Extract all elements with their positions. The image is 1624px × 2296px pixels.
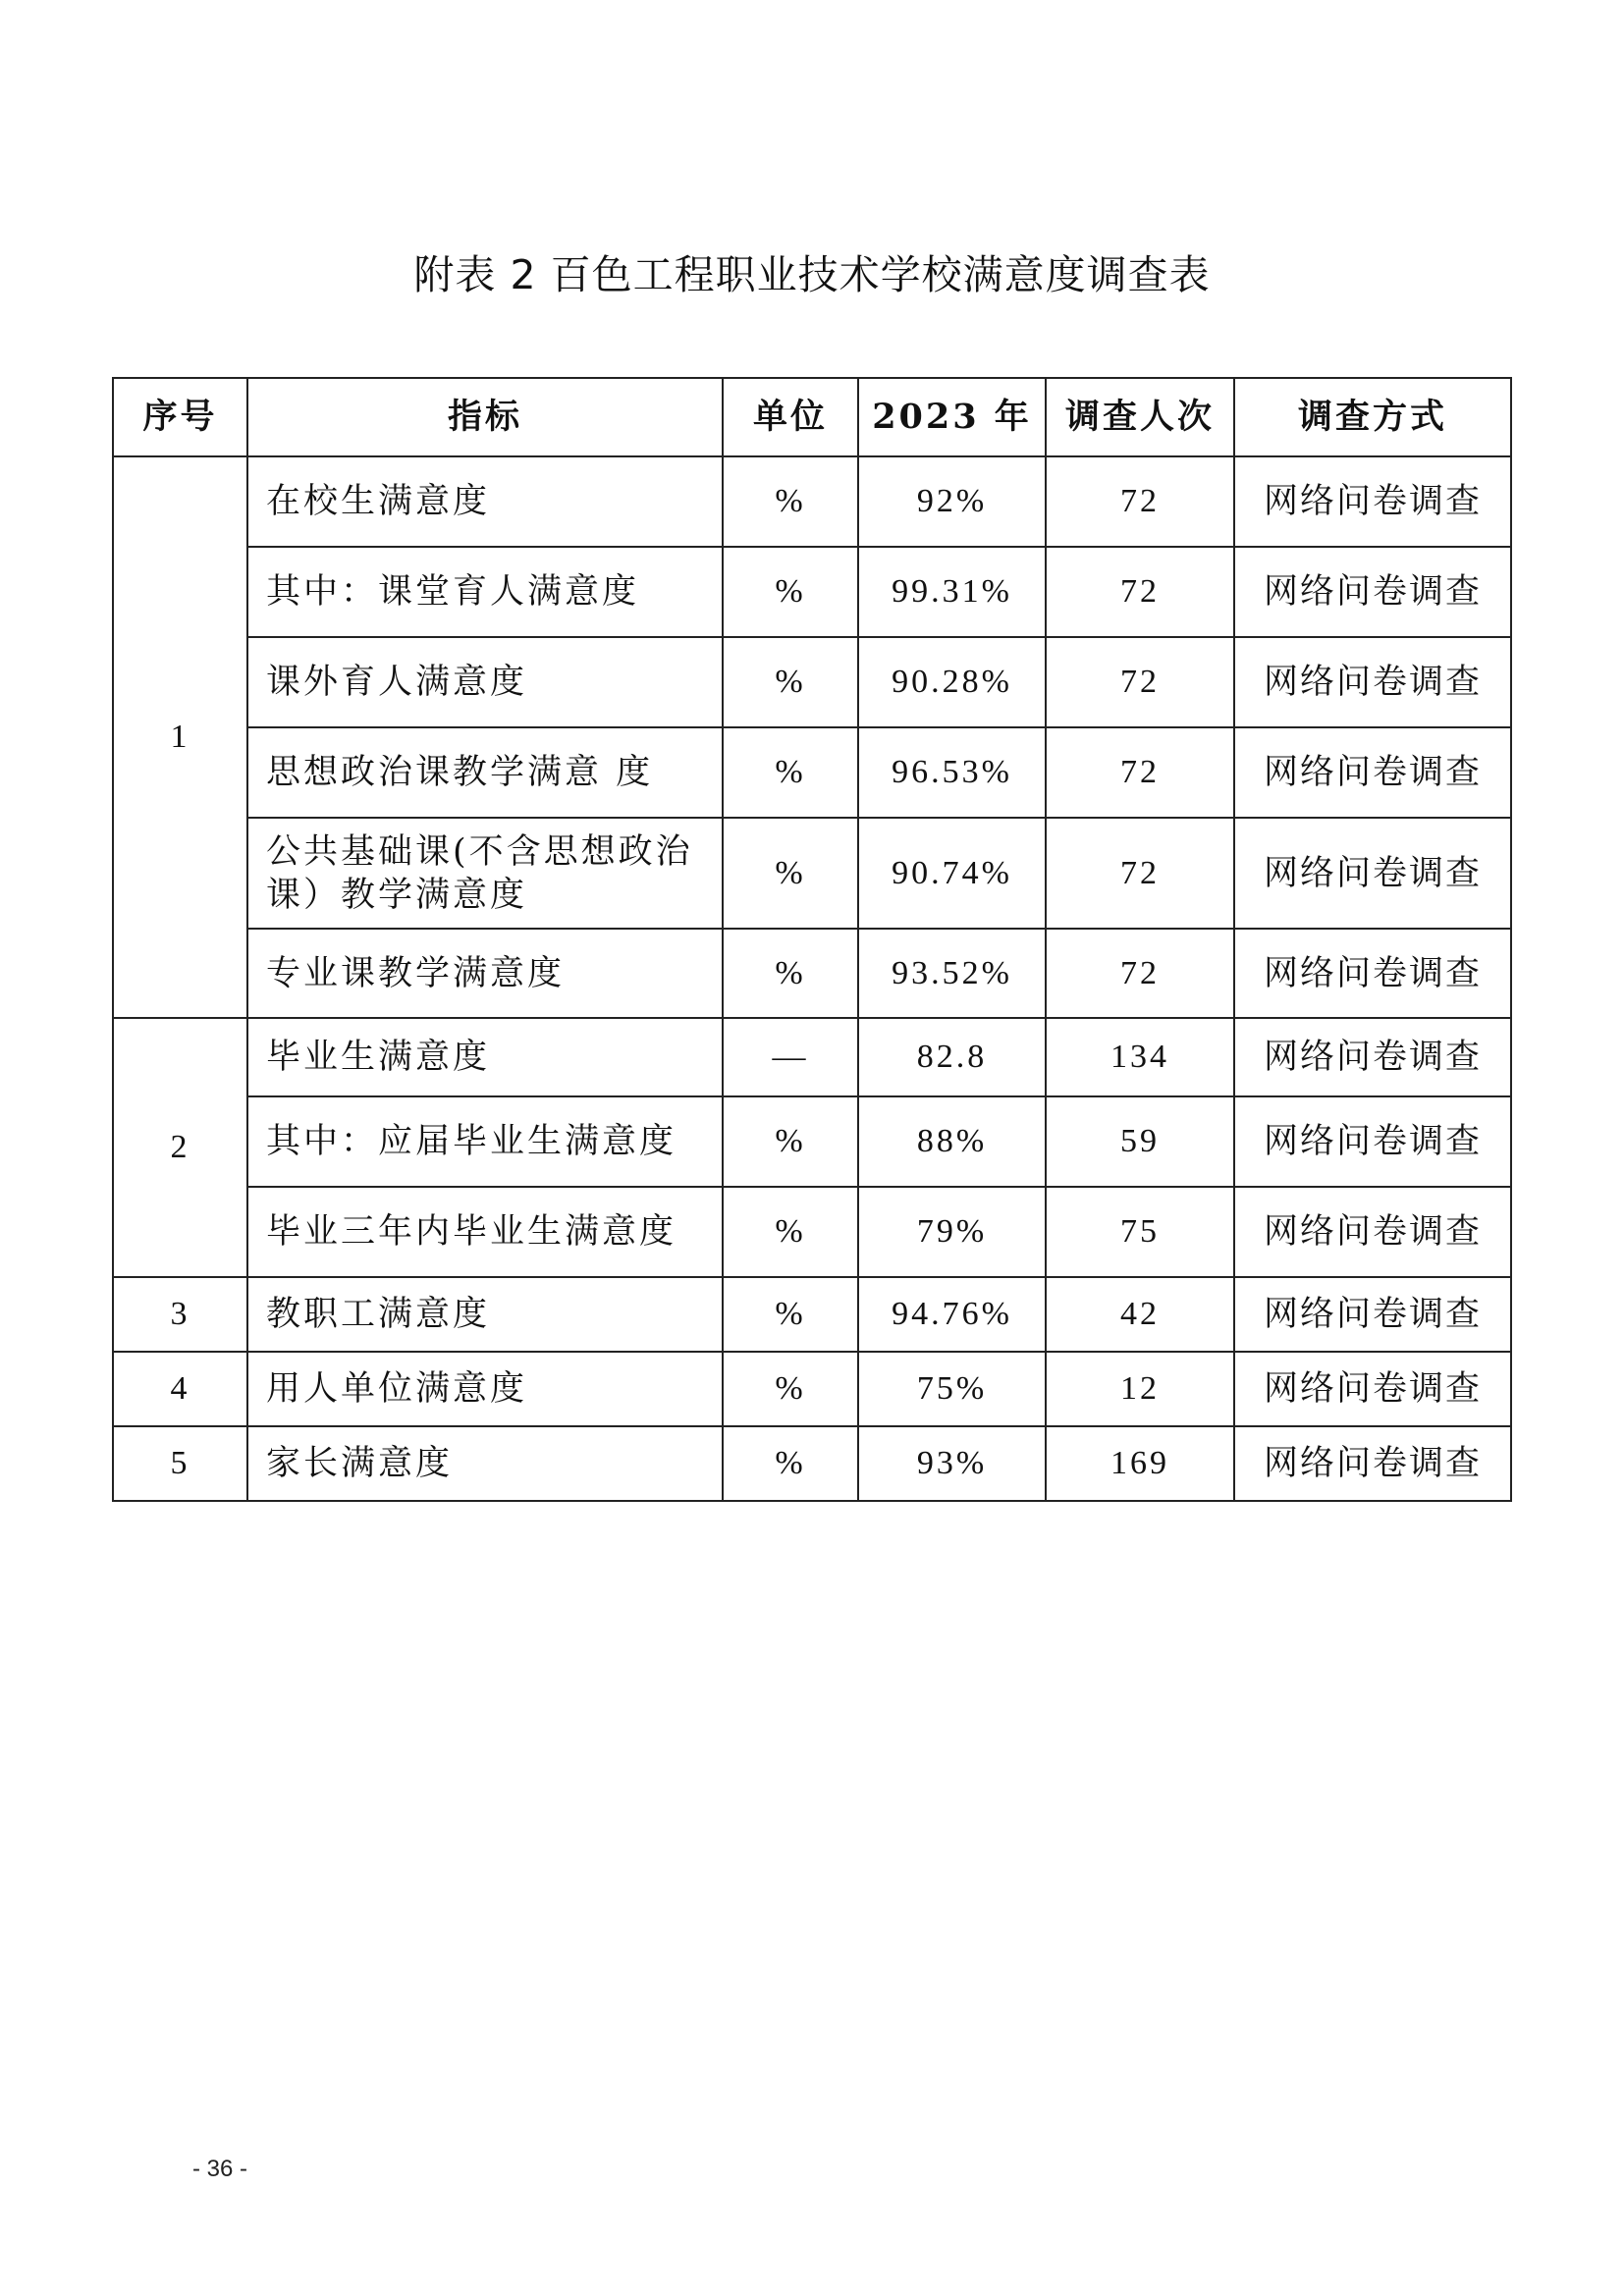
seq-cell: 5 bbox=[113, 1426, 247, 1501]
table-row bbox=[113, 929, 1511, 1018]
method-cell: 网络问卷调查 bbox=[1234, 1426, 1511, 1501]
unit-cell: % bbox=[723, 727, 858, 818]
count-cell: 134 bbox=[1046, 1018, 1234, 1096]
value-cell: 93.52% bbox=[858, 929, 1046, 1018]
indicator-cell: 其中：应届毕业生满意度 bbox=[247, 1096, 723, 1187]
value-cell: 79% bbox=[858, 1187, 1046, 1277]
table-row bbox=[113, 818, 1511, 929]
unit-cell: % bbox=[723, 818, 858, 929]
method-cell: 网络问卷调查 bbox=[1234, 727, 1511, 818]
method-cell: 网络问卷调查 bbox=[1234, 818, 1511, 929]
method-cell: 网络问卷调查 bbox=[1234, 1018, 1511, 1096]
unit-cell: % bbox=[723, 1096, 858, 1187]
table-row bbox=[113, 1187, 1511, 1277]
count-cell: 72 bbox=[1046, 456, 1234, 547]
indicator-cell: 用人单位满意度 bbox=[247, 1352, 723, 1426]
count-cell: 42 bbox=[1046, 1277, 1234, 1352]
count-cell: 72 bbox=[1046, 818, 1234, 929]
method-cell: 网络问卷调查 bbox=[1234, 456, 1511, 547]
value-cell: 93% bbox=[858, 1426, 1046, 1501]
unit-cell: % bbox=[723, 1277, 858, 1352]
indicator-cell: 专业课教学满意度 bbox=[247, 929, 723, 1018]
page-title: 附表 2 百色工程职业技术学校满意度调查表 bbox=[413, 251, 1211, 298]
method-cell: 网络问卷调查 bbox=[1234, 929, 1511, 1018]
table-row bbox=[113, 547, 1511, 637]
table-row bbox=[113, 1352, 1511, 1426]
value-cell: 90.74% bbox=[858, 818, 1046, 929]
indicator-cell: 课外育人满意度 bbox=[247, 637, 723, 727]
header-indicator: 指标 bbox=[247, 378, 723, 456]
value-cell: 75% bbox=[858, 1352, 1046, 1426]
indicator-cell: 思想政治课教学满意 度 bbox=[247, 727, 723, 818]
count-cell: 169 bbox=[1046, 1426, 1234, 1501]
count-cell: 72 bbox=[1046, 637, 1234, 727]
indicator-cell: 其中：课堂育人满意度 bbox=[247, 547, 723, 637]
count-cell: 75 bbox=[1046, 1187, 1234, 1277]
method-cell: 网络问卷调查 bbox=[1234, 1352, 1511, 1426]
method-cell: 网络问卷调查 bbox=[1234, 1277, 1511, 1352]
satisfaction-table bbox=[112, 377, 1512, 1502]
table-row bbox=[113, 1277, 1511, 1352]
value-cell: 90.28% bbox=[858, 637, 1046, 727]
unit-cell: % bbox=[723, 547, 858, 637]
unit-cell: % bbox=[723, 1352, 858, 1426]
count-cell: 12 bbox=[1046, 1352, 1234, 1426]
header-unit: 单位 bbox=[723, 378, 858, 456]
table-row bbox=[113, 727, 1511, 818]
method-cell: 网络问卷调查 bbox=[1234, 1187, 1511, 1277]
header-year: 2023 年 bbox=[858, 378, 1046, 456]
indicator-cell: 教职工满意度 bbox=[247, 1277, 723, 1352]
value-cell: 94.76% bbox=[858, 1277, 1046, 1352]
page-number: - 36 - bbox=[192, 2156, 248, 2182]
method-cell: 网络问卷调查 bbox=[1234, 1096, 1511, 1187]
seq-cell: 2 bbox=[113, 1018, 247, 1277]
indicator-cell: 在校生满意度 bbox=[247, 456, 723, 547]
count-cell: 72 bbox=[1046, 929, 1234, 1018]
header-row bbox=[113, 378, 1511, 456]
unit-cell: % bbox=[723, 456, 858, 547]
count-cell: 59 bbox=[1046, 1096, 1234, 1187]
indicator-cell: 毕业三年内毕业生满意度 bbox=[247, 1187, 723, 1277]
seq-cell: 4 bbox=[113, 1352, 247, 1426]
header-method: 调查方式 bbox=[1234, 378, 1511, 456]
method-cell: 网络问卷调查 bbox=[1234, 547, 1511, 637]
value-cell: 92% bbox=[858, 456, 1046, 547]
unit-cell: % bbox=[723, 929, 858, 1018]
unit-cell: % bbox=[723, 1187, 858, 1277]
value-cell: 99.31% bbox=[858, 547, 1046, 637]
unit-cell: % bbox=[723, 1426, 858, 1501]
value-cell: 82.8 bbox=[858, 1018, 1046, 1096]
indicator-cell: 公共基础课(不含思想政治课）教学满意度 bbox=[247, 818, 723, 929]
table-row bbox=[113, 1096, 1511, 1187]
seq-cell: 3 bbox=[113, 1277, 247, 1352]
method-cell: 网络问卷调查 bbox=[1234, 637, 1511, 727]
header-seq: 序号 bbox=[113, 378, 247, 456]
unit-cell: % bbox=[723, 637, 858, 727]
seq-cell: 1 bbox=[113, 456, 247, 1018]
value-cell: 88% bbox=[858, 1096, 1046, 1187]
indicator-cell: 毕业生满意度 bbox=[247, 1018, 723, 1096]
unit-cell: — bbox=[723, 1018, 858, 1096]
table-row bbox=[113, 1426, 1511, 1501]
header-count: 调查人次 bbox=[1046, 378, 1234, 456]
value-cell: 96.53% bbox=[858, 727, 1046, 818]
table-row bbox=[113, 637, 1511, 727]
indicator-cell: 家长满意度 bbox=[247, 1426, 723, 1501]
count-cell: 72 bbox=[1046, 727, 1234, 818]
table-row bbox=[113, 456, 1511, 547]
table-row bbox=[113, 1018, 1511, 1096]
count-cell: 72 bbox=[1046, 547, 1234, 637]
